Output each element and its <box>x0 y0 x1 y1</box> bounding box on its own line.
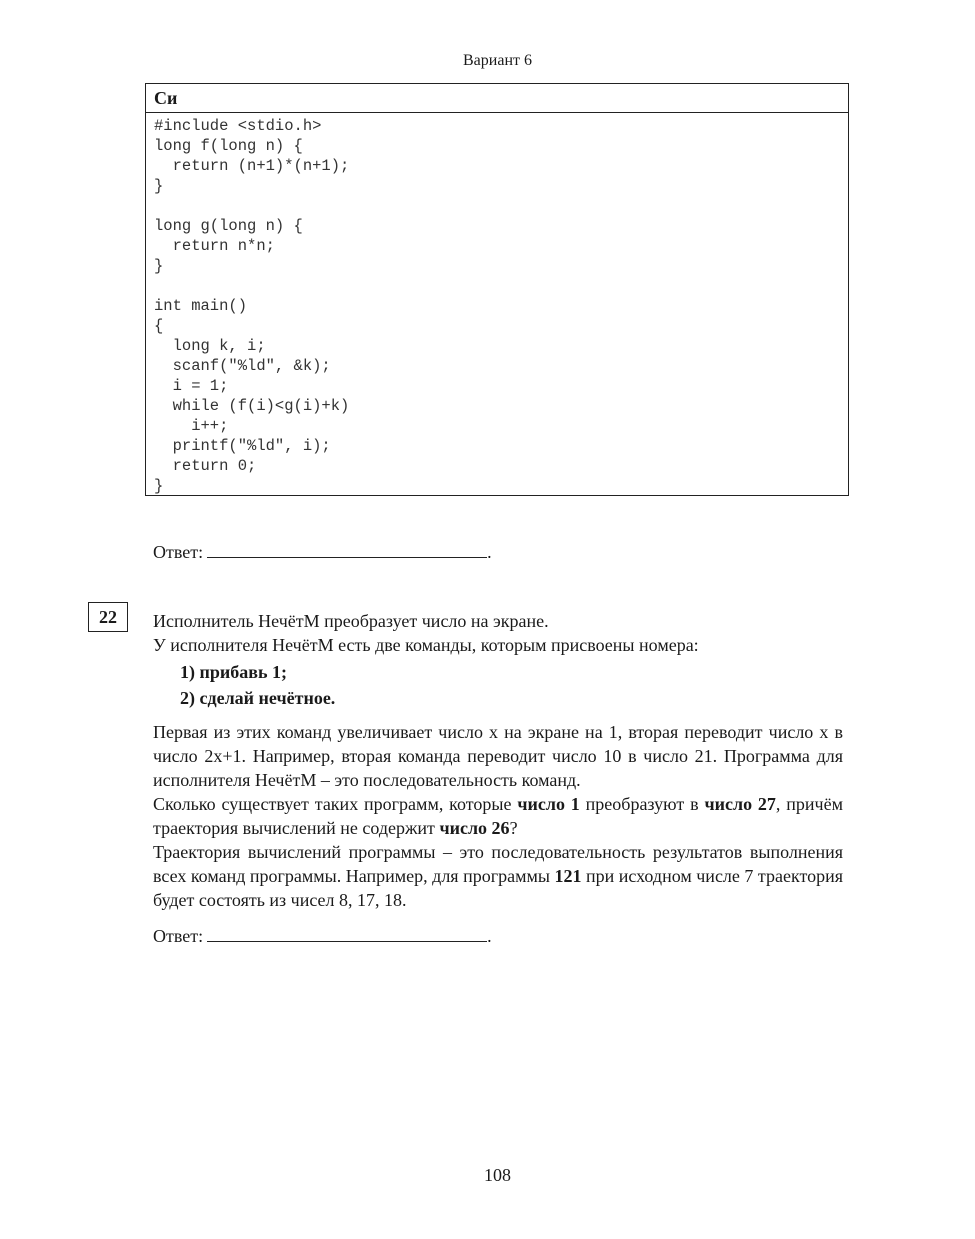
code-language-label: Си <box>146 84 848 113</box>
task-intro-line-1: Исполнитель НечётМ преобразует число на экране. <box>153 611 549 631</box>
question-part: , причём траектория вычислений не содержит <box>153 794 843 838</box>
description-text: Первая из этих команд увеличивает число x на экране на 1, вторая переводит число x в число 2x+1. Например, вторая команда переводит число 10 в число 21. Программа для исполнителя НечётМ – это последовательность команд. <box>153 722 843 790</box>
trajectory-bold-program: 121 <box>554 866 582 886</box>
answer-field-21 <box>153 541 492 563</box>
answer-field-22 <box>153 925 492 947</box>
command-list <box>180 659 843 711</box>
page-header: Вариант 6 <box>463 52 532 69</box>
task-paragraph-description <box>153 720 843 912</box>
question-part: Сколько существует таких программ, которые <box>153 794 518 814</box>
answer-label: Ответ: <box>153 926 204 946</box>
task-intro-line-2: У исполнителя НечётМ есть две команды, которым присвоены номера: <box>153 635 699 655</box>
question-bold-start: число 1 <box>517 794 580 814</box>
answer-label: Ответ: <box>153 542 204 562</box>
trajectory-part: Траектория вычислений программы – это последовательность результатов выполнения всех команд программы. Например, для программы <box>153 842 843 886</box>
task-number-box: 22 <box>88 602 128 632</box>
task-22-text <box>153 609 843 912</box>
question-bold-excluded: число 26 <box>439 818 510 838</box>
page-number: 108 <box>484 1165 511 1185</box>
answer-blank-line[interactable] <box>207 925 487 942</box>
question-bold-target: число 27 <box>704 794 776 814</box>
trajectory-part: при исходном числе 7 траектория будет состоять из чисел 8, 17, 18. <box>153 866 844 910</box>
question-text <box>153 794 843 838</box>
code-source: #include <stdio.h> long f(long n) { return (n+1)*(n+1); } long g(long n) { return n*n; } int main() { long k, i; scanf("%ld", &k); i = 1; while (f(i)<g(i)+k) i++; printf("%ld", i); return 0; } <box>154 117 350 495</box>
answer-blank-line[interactable] <box>207 541 487 558</box>
trajectory-text <box>153 842 843 910</box>
question-part: преобразуют в <box>579 794 705 814</box>
answer-period: . <box>487 542 492 562</box>
question-part: ? <box>509 818 518 838</box>
answer-period: . <box>487 926 492 946</box>
command-item: 1) прибавь 1; <box>180 662 287 682</box>
command-item: 2) сделай нечётное. <box>180 688 336 708</box>
code-listing <box>145 83 849 496</box>
